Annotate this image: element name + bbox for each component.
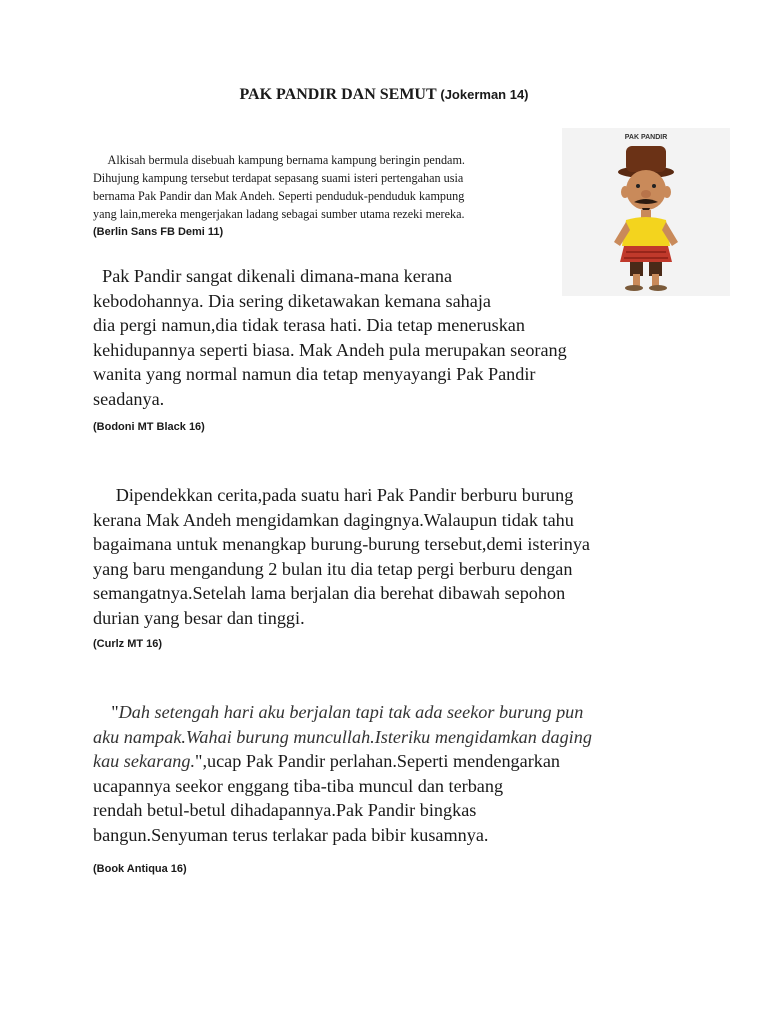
para4-font-note: (Book Antiqua 16) bbox=[93, 863, 187, 875]
paragraph-3 bbox=[93, 483, 673, 630]
para2-line: kebodohannya. Dia sering diketawakan kemana sahaja bbox=[93, 290, 491, 311]
para4-line: rendah betul-betul dihadapannya.Pak Pandir bingkas bbox=[93, 800, 477, 820]
para3-font-note: (Curlz MT 16) bbox=[93, 638, 163, 650]
quote-open: " bbox=[93, 702, 119, 722]
illustration-caption: PAK PANDIR bbox=[624, 134, 668, 141]
title-font-note: (Jokerman 14) bbox=[440, 87, 529, 102]
para2-line: Pak Pandir sangat dikenali dimana-mana kerana bbox=[93, 266, 453, 286]
title-text: PAK PANDIR DAN SEMUT bbox=[239, 86, 437, 103]
para2-line: seadanya. bbox=[93, 388, 165, 409]
para2-line: wanita yang normal namun dia tetap menyayangi Pak Pandir bbox=[93, 364, 536, 384]
para3-line: Dipendekkan cerita,pada suatu hari Pak Pandir berburu burung bbox=[93, 485, 574, 505]
para4-line bbox=[93, 749, 673, 774]
para3-line: bagaimana untuk menangkap burung-burung tersebut,demi isterinya bbox=[93, 534, 590, 554]
para1-line: Alkisah bermula disebuah kampung bernama kampung beringin pendam. bbox=[93, 153, 465, 167]
para4-line bbox=[93, 700, 673, 725]
para3-line: yang baru mengandung 2 bulan itu dia tetap pergi berburu dengan bbox=[93, 558, 573, 579]
para3-line: kerana Mak Andeh mengidamkan dagingnya.Walaupun tidak tahu bbox=[93, 509, 574, 530]
quote-italic: kau sekarang. bbox=[93, 751, 196, 771]
para1-font-note: (Berlin Sans FB Demi 11) bbox=[93, 226, 224, 238]
para2-line: dia pergi namun,dia tidak terasa hati. Dia tetap meneruskan bbox=[93, 315, 525, 335]
document-title bbox=[0, 86, 768, 104]
para1-line: Dihujung kampung tersebut terdapat sepasang suami isteri pertengahan usia bbox=[93, 171, 464, 185]
para4-line: bangun.Senyuman terus terlakar pada bibir kusamnya. bbox=[93, 824, 489, 845]
para1-line: yang lain,mereka mengerjakan ladang sebagai sumber utama rezeki mereka. bbox=[93, 207, 465, 221]
para3-line: durian yang besar dan tinggi. bbox=[93, 607, 305, 628]
paragraph-2 bbox=[93, 264, 673, 411]
para2-font-note: (Bodoni MT Black 16) bbox=[93, 421, 205, 433]
para3-line: semangatnya.Setelah lama berjalan dia berehat dibawah sepohon bbox=[93, 583, 566, 603]
para2-line: kehidupannya seperti biasa. Mak Andeh pula merupakan seorang bbox=[93, 339, 567, 360]
quote-italic: aku nampak.Wahai burung muncullah.Isteriku mengidamkan daging bbox=[93, 726, 592, 747]
para4-text: ",ucap Pak Pandir perlahan.Seperti mendengarkan bbox=[195, 751, 561, 771]
para1-line: bernama Pak Pandir dan Mak Andeh. Seperti penduduk-penduduk kampung bbox=[93, 189, 465, 203]
para4-line: ucapannya seekor enggang tiba-tiba muncul dan terbang bbox=[93, 775, 504, 796]
paragraph-4 bbox=[93, 700, 673, 847]
intro-paragraph bbox=[93, 151, 533, 241]
quote-italic: Dah setengah hari aku berjalan tapi tak ada seekor burung pun bbox=[118, 702, 584, 722]
